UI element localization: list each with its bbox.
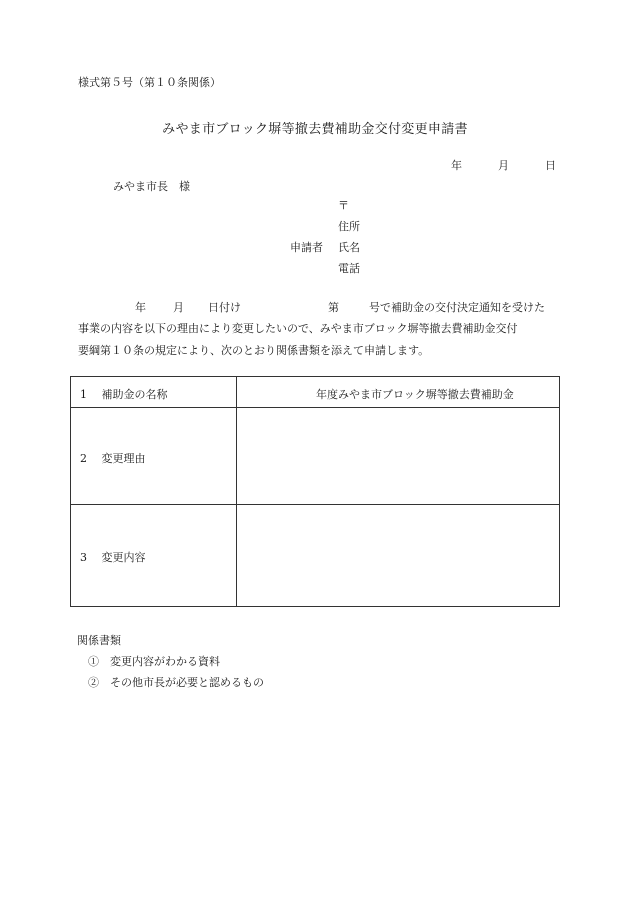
application-table	[70, 376, 560, 607]
addressee: みやま市長 様	[113, 180, 190, 193]
table-row-change-reason	[71, 408, 559, 505]
form-number: 様式第５号（第１０条関係）	[78, 76, 221, 89]
subsidy-name-value: 年度みやま市ブロック塀等撤去費補助金	[316, 388, 514, 401]
phone-label: 電話	[338, 262, 360, 275]
subsidy-name-label: 1 補助金の名称	[80, 388, 168, 401]
attachment-item-2: ② その他市長が必要と認めるもの	[88, 676, 264, 689]
address-label: 住所	[338, 220, 360, 233]
body-dated: 日付け	[208, 301, 241, 314]
body-year: 年	[135, 301, 146, 314]
change-content-field[interactable]	[237, 505, 559, 606]
document-title: みやま市ブロック塀等撤去費補助金交付変更申請書	[162, 122, 468, 137]
postal-mark: 〒	[338, 199, 349, 212]
attachment-item-1: ① 変更内容がわかる資料	[88, 655, 220, 668]
date-month-label: 月	[498, 159, 509, 172]
body-line-1-rest: 号で補助金の交付決定通知を受けた	[369, 301, 545, 314]
date-day-label: 日	[545, 159, 556, 172]
table-row-subsidy-name	[71, 377, 559, 408]
body-line-3: 要綱第１０条の規定により、次のとおり関係書類を添えて申請します。	[78, 344, 430, 357]
body-month: 月	[173, 301, 184, 314]
body-number: 第	[328, 301, 339, 314]
date-year-label: 年	[451, 159, 462, 172]
change-reason-field[interactable]	[237, 408, 559, 504]
applicant-label: 申請者	[290, 241, 323, 254]
body-line-2: 事業の内容を以下の理由により変更したいので、みやま市ブロック塀等撤去費補助金交付	[78, 322, 518, 335]
name-label: 氏名	[338, 241, 360, 254]
attachments-title: 関係書類	[77, 634, 121, 647]
change-reason-label: 2 変更理由	[80, 452, 146, 465]
table-row-change-content	[71, 505, 559, 606]
change-content-label: 3 変更内容	[80, 551, 146, 564]
